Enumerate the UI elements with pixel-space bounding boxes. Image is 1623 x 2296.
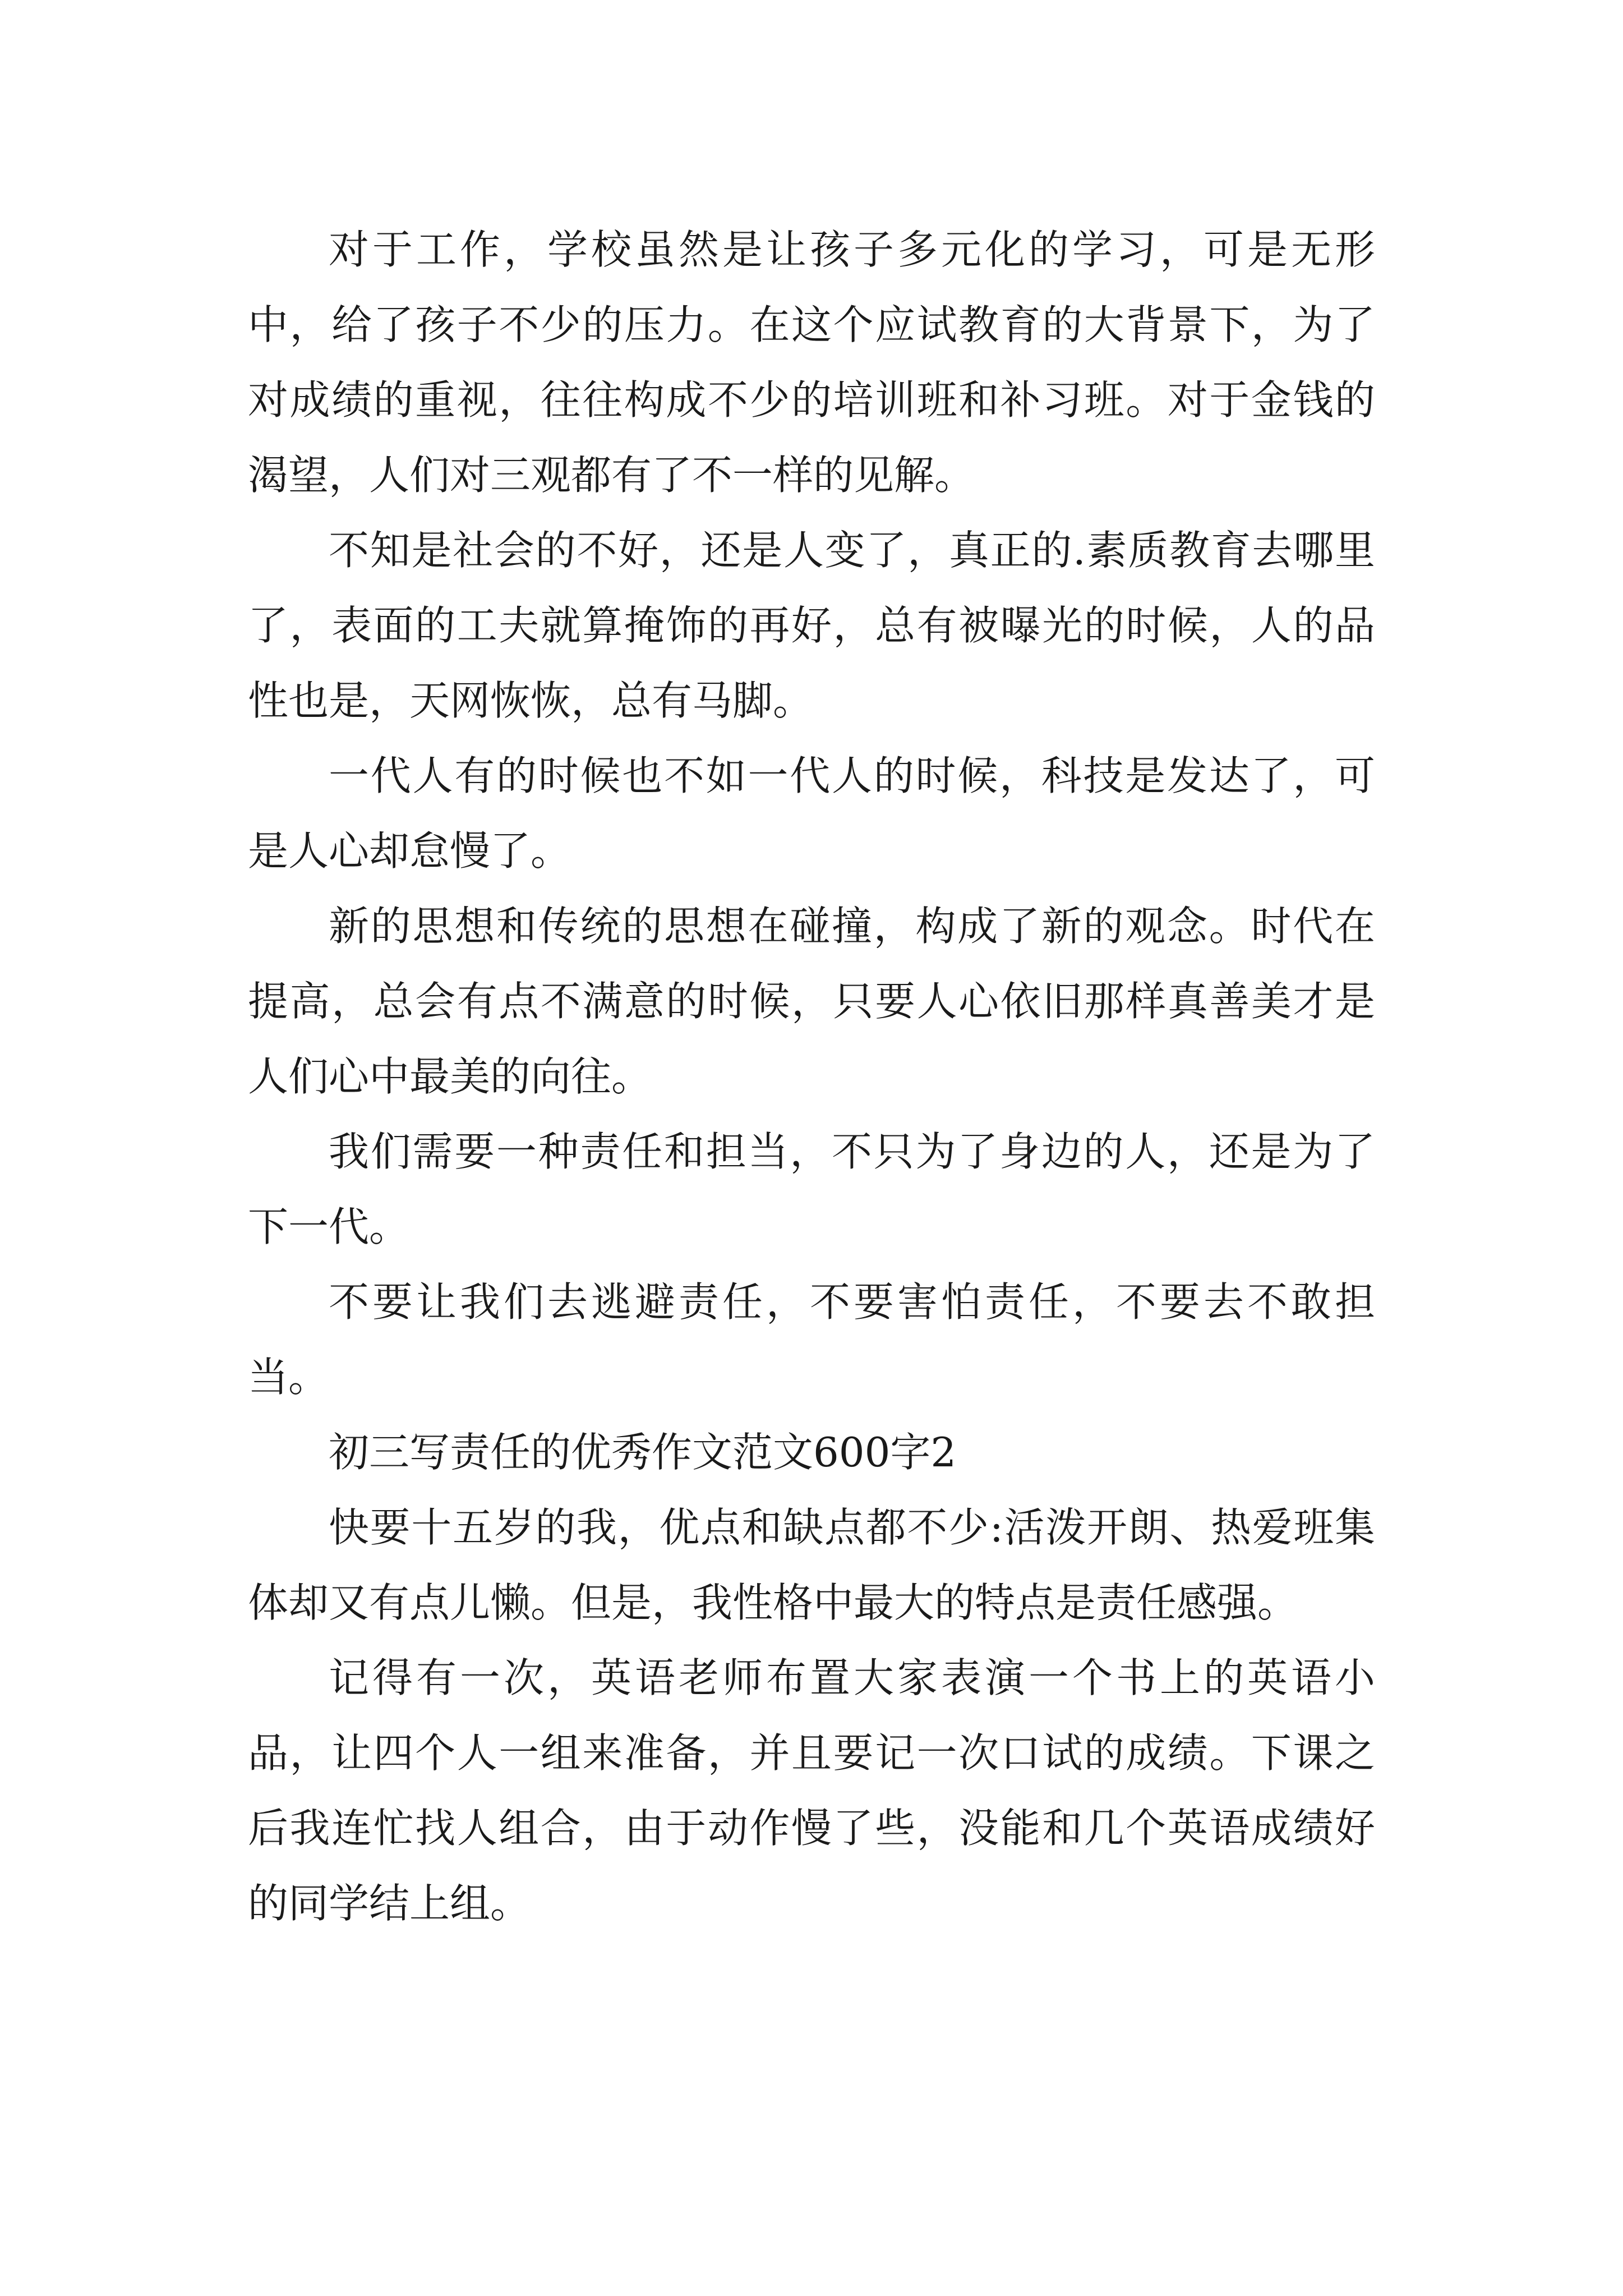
paragraph: 对于工作，学校虽然是让孩子多元化的学习，可是无形中，给了孩子不少的压力。在这个应试教育的大背景下，为了对成绩的重视，往往构成不少的培训班和补习班。对于金钱的渴望，人们对三观都有了不一样的见解。 bbox=[248, 226, 1375, 499]
paragraph: 一代人有的时候也不如一代人的时候，科技是发达了，可是人心却怠慢了。 bbox=[248, 752, 1375, 875]
document-body bbox=[248, 212, 1375, 1941]
paragraph: 不要让我们去逃避责任，不要害怕责任，不要去不敢担当。 bbox=[248, 1278, 1375, 1401]
section-title: 初三写责任的优秀作文范文600字2 bbox=[329, 1429, 957, 1476]
paragraph: 不知是社会的不好，还是人变了，真正的.素质教育去哪里了，表面的工夫就算掩饰的再好，总有被曝光的时候，人的品性也是，天网恢恢，总有马脚。 bbox=[248, 527, 1375, 724]
paragraph: 记得有一次，英语老师布置大家表演一个书上的英语小品，让四个人一组来准备，并且要记一次口试的成绩。下课之后我连忙找人组合，由于动作慢了些，没能和几个英语成绩好的同学结上组。 bbox=[248, 1654, 1375, 1927]
paragraph: 新的思想和传统的思想在碰撞，构成了新的观念。时代在提高，总会有点不满意的时候，只要人心依旧那样真善美才是人们心中最美的向往。 bbox=[248, 903, 1375, 1100]
paragraph: 我们需要一种责任和担当，不只为了身边的人，还是为了下一代。 bbox=[248, 1128, 1375, 1250]
paragraph: 快要十五岁的我，优点和缺点都不少:活泼开朗、热爱班集体却又有点儿懒。但是，我性格中最大的特点是责任感强。 bbox=[248, 1504, 1375, 1626]
